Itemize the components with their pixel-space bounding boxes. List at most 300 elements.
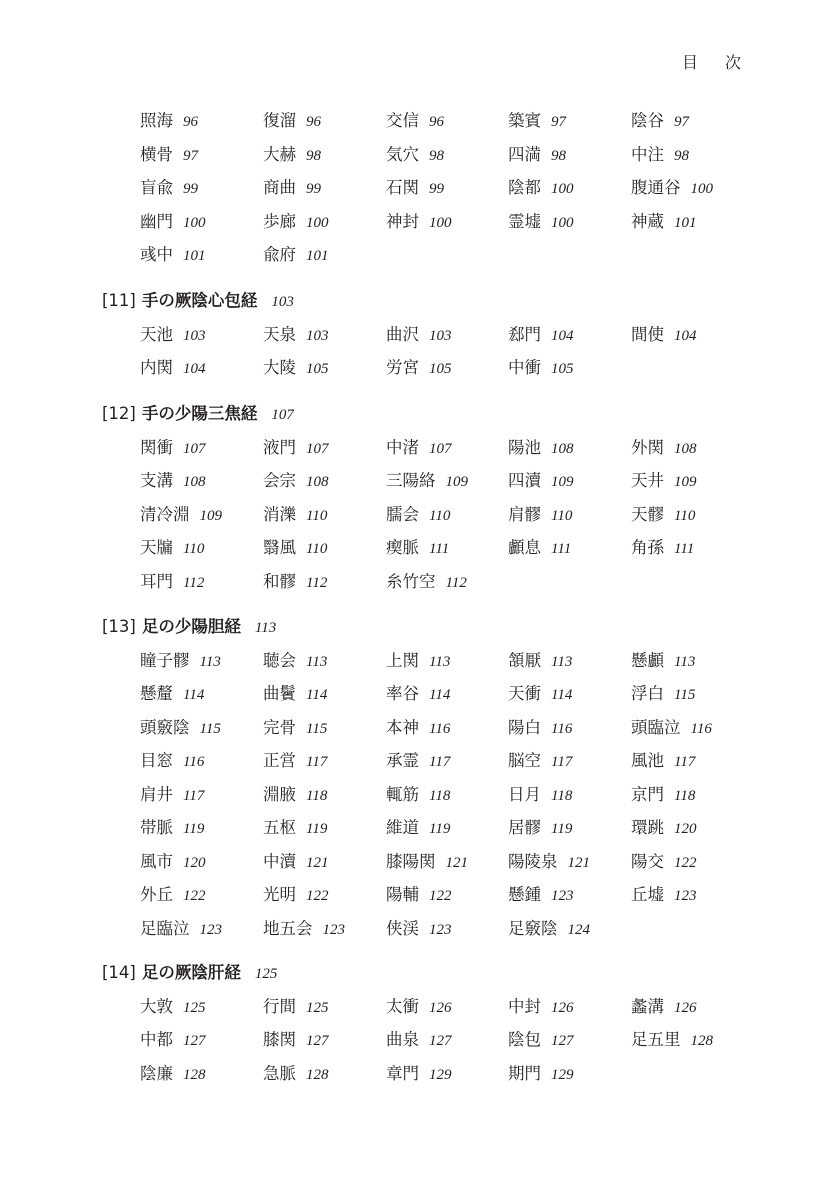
acupoint-name: 天井 <box>631 471 664 490</box>
page-number: 119 <box>429 821 451 837</box>
acupoint-name: 環跳 <box>631 818 664 837</box>
toc-entry[interactable] <box>140 325 206 346</box>
acupoint-name: 居髎 <box>508 818 541 837</box>
toc-entry[interactable] <box>263 358 329 379</box>
toc-entry[interactable] <box>140 505 222 526</box>
toc-entry[interactable] <box>140 785 204 806</box>
acupoint-name: 目窓 <box>140 751 173 770</box>
acupoint-name: 承霊 <box>386 751 419 770</box>
entry-row <box>140 245 760 279</box>
toc-entry[interactable] <box>631 111 689 132</box>
acupoint-name: 大敦 <box>140 996 173 1016</box>
toc-entry[interactable] <box>140 818 204 839</box>
section-title: 足の厥陰肝経 <box>141 963 241 982</box>
toc-entry[interactable] <box>508 438 574 459</box>
page-number: 100 <box>551 214 574 231</box>
acupoint-name: 清冷淵 <box>140 504 190 524</box>
page-number: 125 <box>183 999 206 1016</box>
acupoint-name: 和髎 <box>263 571 296 591</box>
toc-entry[interactable] <box>386 718 450 739</box>
toc-entry[interactable] <box>140 684 204 705</box>
page-number: 117 <box>306 754 328 770</box>
acupoint-name: 五枢 <box>263 818 296 837</box>
entry-grid <box>140 997 760 1098</box>
toc-entry[interactable] <box>631 178 713 199</box>
acupoint-name: 外丘 <box>140 885 173 904</box>
page-number: 121 <box>306 854 329 871</box>
toc-entry[interactable] <box>263 212 329 233</box>
toc-entry[interactable] <box>140 1030 206 1051</box>
toc-entry[interactable] <box>631 325 697 346</box>
page-number: 111 <box>551 541 572 557</box>
acupoint-name: 肩髎 <box>508 504 541 524</box>
acupoint-name: 消濼 <box>263 504 296 524</box>
toc-entry[interactable] <box>508 651 572 672</box>
toc-entry[interactable] <box>386 111 444 132</box>
toc-entry[interactable] <box>508 111 566 132</box>
toc-entry[interactable] <box>386 212 452 233</box>
page-number: 117 <box>183 787 205 804</box>
acupoint-name: 外関 <box>631 437 664 457</box>
toc-entry[interactable] <box>508 818 572 839</box>
toc-entry[interactable] <box>386 572 467 593</box>
page-number: 98 <box>429 147 444 164</box>
acupoint-name: 中封 <box>508 996 541 1016</box>
page-number: 118 <box>306 787 328 804</box>
acupoint-name: 復溜 <box>263 111 296 130</box>
toc-entry[interactable] <box>140 997 206 1018</box>
toc-entry[interactable] <box>508 212 574 233</box>
page-number: 109 <box>674 474 697 490</box>
page-number: 118 <box>429 787 451 804</box>
acupoint-name: 支溝 <box>140 471 173 490</box>
acupoint-name: 章門 <box>386 1063 419 1083</box>
page-number: 114 <box>429 687 451 703</box>
acupoint-name: 兪府 <box>263 245 296 264</box>
page-number: 114 <box>306 687 328 703</box>
acupoint-name: 角孫 <box>631 538 664 557</box>
page-number: 116 <box>551 720 573 737</box>
toc-entry[interactable] <box>508 885 574 906</box>
toc-entry[interactable] <box>631 684 695 705</box>
entry-row <box>140 852 760 886</box>
section-number: [11] <box>102 291 136 310</box>
page-number: 113 <box>306 653 328 670</box>
acupoint-name: 浮白 <box>631 684 664 703</box>
toc-entry[interactable] <box>631 438 697 459</box>
acupoint-name: 正営 <box>263 751 296 770</box>
page-number: 126 <box>674 999 697 1016</box>
page-number: 115 <box>674 687 696 703</box>
acupoint-name: 太衝 <box>386 996 419 1016</box>
toc-entry[interactable] <box>263 919 345 940</box>
toc-entry[interactable] <box>631 751 695 772</box>
page-number: 129 <box>429 1066 452 1083</box>
acupoint-name: 率谷 <box>386 684 419 703</box>
acupoint-name: 聴会 <box>263 650 296 670</box>
acupoint-name: 間使 <box>631 324 664 344</box>
toc-entry[interactable] <box>508 997 574 1018</box>
acupoint-name: 陽交 <box>631 851 664 871</box>
page-number: 107 <box>429 440 452 457</box>
toc-entry[interactable] <box>508 538 571 559</box>
page-number: 127 <box>306 1033 329 1049</box>
toc-entry[interactable] <box>508 1064 574 1085</box>
acupoint-name: 霊墟 <box>508 211 541 231</box>
toc-entry[interactable] <box>631 718 712 739</box>
acupoint-name: 内関 <box>140 358 173 377</box>
page-number: 123 <box>429 921 452 938</box>
page-number: 127 <box>429 1033 452 1049</box>
page-number: 110 <box>551 507 573 524</box>
acupoint-name: 輒筋 <box>386 784 419 804</box>
page-number: 122 <box>429 888 452 904</box>
page-number: 100 <box>183 214 206 231</box>
entry-grid <box>140 111 760 279</box>
toc-entry[interactable] <box>386 538 449 559</box>
page-number: 108 <box>674 440 697 457</box>
acupoint-name: 神封 <box>386 211 419 231</box>
toc-entry[interactable] <box>386 471 468 492</box>
acupoint-name: 陽池 <box>508 437 541 457</box>
section-heading[interactable] <box>102 617 276 638</box>
toc-entry[interactable] <box>386 651 450 672</box>
acupoint-name: 天衝 <box>508 684 541 703</box>
acupoint-name: 郄門 <box>508 324 541 344</box>
entry-grid <box>140 651 760 953</box>
acupoint-name: 中都 <box>140 1030 173 1049</box>
toc-entry[interactable] <box>140 572 204 593</box>
toc-entry[interactable] <box>631 145 689 166</box>
toc-entry[interactable] <box>386 885 452 906</box>
acupoint-name: 気穴 <box>386 144 419 164</box>
toc-entry[interactable] <box>140 145 198 166</box>
toc-entry[interactable] <box>386 1064 452 1085</box>
page-number: 113 <box>674 653 696 670</box>
page-number: 100 <box>551 181 574 197</box>
section-heading[interactable] <box>102 291 294 312</box>
entry-row <box>140 538 760 572</box>
page-number: 117 <box>551 754 573 770</box>
page-number: 110 <box>183 541 205 557</box>
section-number: [13] <box>102 617 136 636</box>
toc-entry[interactable] <box>140 438 206 459</box>
page-number: 120 <box>183 854 206 871</box>
entry-row <box>140 919 760 953</box>
page-number: 100 <box>306 214 329 231</box>
page-number: 109 <box>199 507 222 524</box>
acupoint-name: 京門 <box>631 784 664 804</box>
toc-entry[interactable] <box>263 1064 329 1085</box>
toc-entry[interactable] <box>508 505 572 526</box>
page-number: 108 <box>183 474 206 490</box>
acupoint-name: 天髎 <box>631 504 664 524</box>
page-number: 100 <box>429 214 452 231</box>
toc-entry[interactable] <box>508 1030 574 1051</box>
toc-entry[interactable] <box>386 684 450 705</box>
acupoint-name: 中瀆 <box>263 851 296 871</box>
page-number: 110 <box>674 507 696 524</box>
entry-grid <box>140 438 760 606</box>
entry-row <box>140 818 760 852</box>
page-number: 105 <box>306 361 329 377</box>
page-number: 124 <box>567 921 590 938</box>
toc-entry[interactable] <box>263 245 329 266</box>
page-number: 126 <box>551 999 574 1016</box>
toc-entry[interactable] <box>263 997 329 1018</box>
page-number: 105 <box>429 361 452 377</box>
page-number: 103 <box>429 327 452 344</box>
toc-entry[interactable] <box>631 505 695 526</box>
toc-entry[interactable] <box>140 538 204 559</box>
page-number: 127 <box>551 1033 574 1049</box>
toc-entry[interactable] <box>386 505 450 526</box>
toc-entry[interactable] <box>140 651 221 672</box>
toc-entry[interactable] <box>140 751 204 772</box>
toc-entry[interactable] <box>508 358 574 379</box>
acupoint-name: 三陽絡 <box>386 471 436 490</box>
page-number: 104 <box>674 327 697 344</box>
acupoint-name: 顱息 <box>508 538 541 557</box>
page-number: 96 <box>429 114 444 130</box>
toc-entry[interactable] <box>140 212 206 233</box>
page-number: 122 <box>674 854 697 871</box>
acupoint-name: 石関 <box>386 178 419 197</box>
toc-entry[interactable] <box>263 471 329 492</box>
page-number: 113 <box>429 653 451 670</box>
entry-row <box>140 358 760 392</box>
section-title: 手の厥陰心包経 <box>141 291 258 310</box>
entry-row <box>140 997 760 1031</box>
toc-entry[interactable] <box>508 718 572 739</box>
section-title: 手の少陽三焦経 <box>141 404 258 423</box>
page-number: 108 <box>551 440 574 457</box>
section-heading[interactable] <box>102 404 294 425</box>
acupoint-name: 懸鍾 <box>508 885 541 904</box>
page-number: 119 <box>306 821 328 837</box>
acupoint-name: 築賓 <box>508 111 541 130</box>
toc-entry[interactable] <box>140 471 206 492</box>
toc-entry[interactable] <box>263 718 327 739</box>
page-number: 99 <box>306 181 321 197</box>
toc-entry[interactable] <box>263 111 321 132</box>
toc-entry[interactable] <box>386 1030 452 1051</box>
page-number: 110 <box>306 507 328 524</box>
toc-entry[interactable] <box>263 785 327 806</box>
toc-entry[interactable] <box>631 471 697 492</box>
page-number: 119 <box>551 821 573 837</box>
toc-entry[interactable] <box>631 538 694 559</box>
page-number: 113 <box>551 653 573 670</box>
toc-entry[interactable] <box>508 178 574 199</box>
acupoint-name: 本神 <box>386 717 419 737</box>
acupoint-name: 懸釐 <box>140 684 173 703</box>
acupoint-name: 帯脈 <box>140 818 173 837</box>
toc-entry[interactable] <box>263 325 329 346</box>
toc-entry[interactable] <box>263 885 329 906</box>
acupoint-name: 膝陽関 <box>386 851 436 871</box>
acupoint-name: 大陵 <box>263 358 296 377</box>
toc-entry[interactable] <box>140 111 198 132</box>
toc-entry[interactable] <box>631 651 695 672</box>
page-number: 115 <box>199 720 221 737</box>
section-number: [14] <box>102 963 136 982</box>
page-number: 101 <box>306 248 329 264</box>
acupoint-name: 大赫 <box>263 144 296 164</box>
toc-entry[interactable] <box>386 919 452 940</box>
acupoint-name: 上関 <box>386 650 419 670</box>
entry-row <box>140 718 760 752</box>
acupoint-name: 天牖 <box>140 538 173 557</box>
toc-entry[interactable] <box>140 919 222 940</box>
toc-entry[interactable] <box>631 818 697 839</box>
toc-entry[interactable] <box>631 212 697 233</box>
acupoint-name: 丘墟 <box>631 885 664 904</box>
toc-entry[interactable] <box>386 325 452 346</box>
acupoint-name: 曲泉 <box>386 1030 419 1049</box>
page-number: 111 <box>674 541 695 557</box>
toc-entry[interactable] <box>386 785 450 806</box>
toc-entry[interactable] <box>508 471 574 492</box>
page-number: 121 <box>567 854 590 871</box>
page-number: 123 <box>199 921 222 938</box>
acupoint-name: 日月 <box>508 784 541 804</box>
acupoint-name: 彧中 <box>140 245 173 264</box>
toc-entry[interactable] <box>386 818 450 839</box>
running-head-right: 次 <box>725 53 742 72</box>
page-number: 125 <box>306 999 329 1016</box>
entry-row <box>140 785 760 819</box>
toc-entry[interactable] <box>263 505 327 526</box>
toc-entry[interactable] <box>263 852 329 873</box>
toc-entry[interactable] <box>263 684 327 705</box>
toc-entry[interactable] <box>263 438 329 459</box>
toc-entry[interactable] <box>140 245 206 266</box>
toc-entry[interactable] <box>263 538 327 559</box>
toc-entry[interactable] <box>140 1064 206 1085</box>
acupoint-name: 陽白 <box>508 717 541 737</box>
toc-entry[interactable] <box>263 145 321 166</box>
toc-entry[interactable] <box>631 1030 713 1051</box>
toc-entry[interactable] <box>631 885 697 906</box>
page-number: 112 <box>445 574 467 591</box>
acupoint-name: 頭臨泣 <box>631 717 681 737</box>
page-number: 101 <box>183 248 206 264</box>
acupoint-name: 膝関 <box>263 1030 296 1049</box>
acupoint-name: 行間 <box>263 996 296 1016</box>
acupoint-name: 糸竹空 <box>386 571 436 591</box>
acupoint-name: 陽輔 <box>386 885 419 904</box>
page-number: 104 <box>551 327 574 344</box>
acupoint-name: 蠡溝 <box>631 996 664 1016</box>
page-number: 98 <box>551 147 566 164</box>
page-number: 118 <box>674 787 696 804</box>
page-number: 97 <box>551 114 566 130</box>
acupoint-name: 瞳子髎 <box>140 650 190 670</box>
page-number: 108 <box>306 474 329 490</box>
toc-entry[interactable] <box>508 852 590 873</box>
page-number: 121 <box>445 854 468 871</box>
toc-entry[interactable] <box>140 852 206 873</box>
running-head <box>682 50 741 73</box>
page-number: 109 <box>445 474 468 490</box>
page-number: 107 <box>183 440 206 457</box>
acupoint-name: 臑会 <box>386 504 419 524</box>
toc-entry[interactable] <box>386 145 444 166</box>
toc-entry[interactable] <box>386 438 452 459</box>
acupoint-name: 天泉 <box>263 324 296 344</box>
toc-entry[interactable] <box>140 718 221 739</box>
toc-entry[interactable] <box>140 885 206 906</box>
page-number: 112 <box>183 574 205 591</box>
page-number: 129 <box>551 1066 574 1083</box>
section-heading[interactable] <box>102 963 277 984</box>
acupoint-name: 四瀆 <box>508 471 541 490</box>
acupoint-name: 商曲 <box>263 178 296 197</box>
page-number: 112 <box>306 574 328 591</box>
toc-entry[interactable] <box>263 572 327 593</box>
acupoint-name: 頷厭 <box>508 650 541 670</box>
toc-entry[interactable] <box>263 818 327 839</box>
page-number: 116 <box>429 720 451 737</box>
page-number: 122 <box>306 888 329 904</box>
page-number: 117 <box>429 754 451 770</box>
toc-entry[interactable] <box>386 358 452 379</box>
acupoint-name: 盲兪 <box>140 178 173 197</box>
toc-entry[interactable] <box>508 325 574 346</box>
section-page-number: 113 <box>254 620 277 636</box>
toc-entry[interactable] <box>386 997 452 1018</box>
toc-entry[interactable] <box>508 684 572 705</box>
toc-entry[interactable] <box>386 178 444 199</box>
page-number: 96 <box>183 114 198 130</box>
acupoint-name: 陽陵泉 <box>508 851 558 871</box>
toc-entry[interactable] <box>386 751 450 772</box>
acupoint-name: 会宗 <box>263 471 296 490</box>
toc-entry[interactable] <box>386 852 468 873</box>
toc-entry[interactable] <box>508 785 572 806</box>
page-number: 103 <box>183 327 206 344</box>
page-number: 97 <box>183 147 198 164</box>
acupoint-name: 耳門 <box>140 571 173 591</box>
toc-entry[interactable] <box>508 145 566 166</box>
toc-entry[interactable] <box>140 178 198 199</box>
page-number: 116 <box>183 754 205 770</box>
page-number: 105 <box>551 361 574 377</box>
entry-row <box>140 325 760 359</box>
page-number: 98 <box>306 147 321 164</box>
entry-row <box>140 1064 760 1098</box>
acupoint-name: 照海 <box>140 111 173 130</box>
toc-entry[interactable] <box>631 997 697 1018</box>
acupoint-name: 腹通谷 <box>631 178 681 197</box>
toc-entry[interactable] <box>263 1030 329 1051</box>
toc-entry[interactable] <box>263 178 321 199</box>
section-page-number: 107 <box>271 407 294 423</box>
toc-entry[interactable] <box>631 785 695 806</box>
toc-entry[interactable] <box>508 751 572 772</box>
toc-entry[interactable] <box>263 651 327 672</box>
toc-entry[interactable] <box>508 919 590 940</box>
entry-row <box>140 572 760 606</box>
acupoint-name: 足五里 <box>631 1030 681 1049</box>
page-number: 118 <box>551 787 573 804</box>
toc-entry[interactable] <box>631 852 697 873</box>
toc-entry[interactable] <box>140 358 206 379</box>
entry-grid <box>140 325 760 392</box>
toc-entry[interactable] <box>263 751 327 772</box>
acupoint-name: 完骨 <box>263 717 296 737</box>
